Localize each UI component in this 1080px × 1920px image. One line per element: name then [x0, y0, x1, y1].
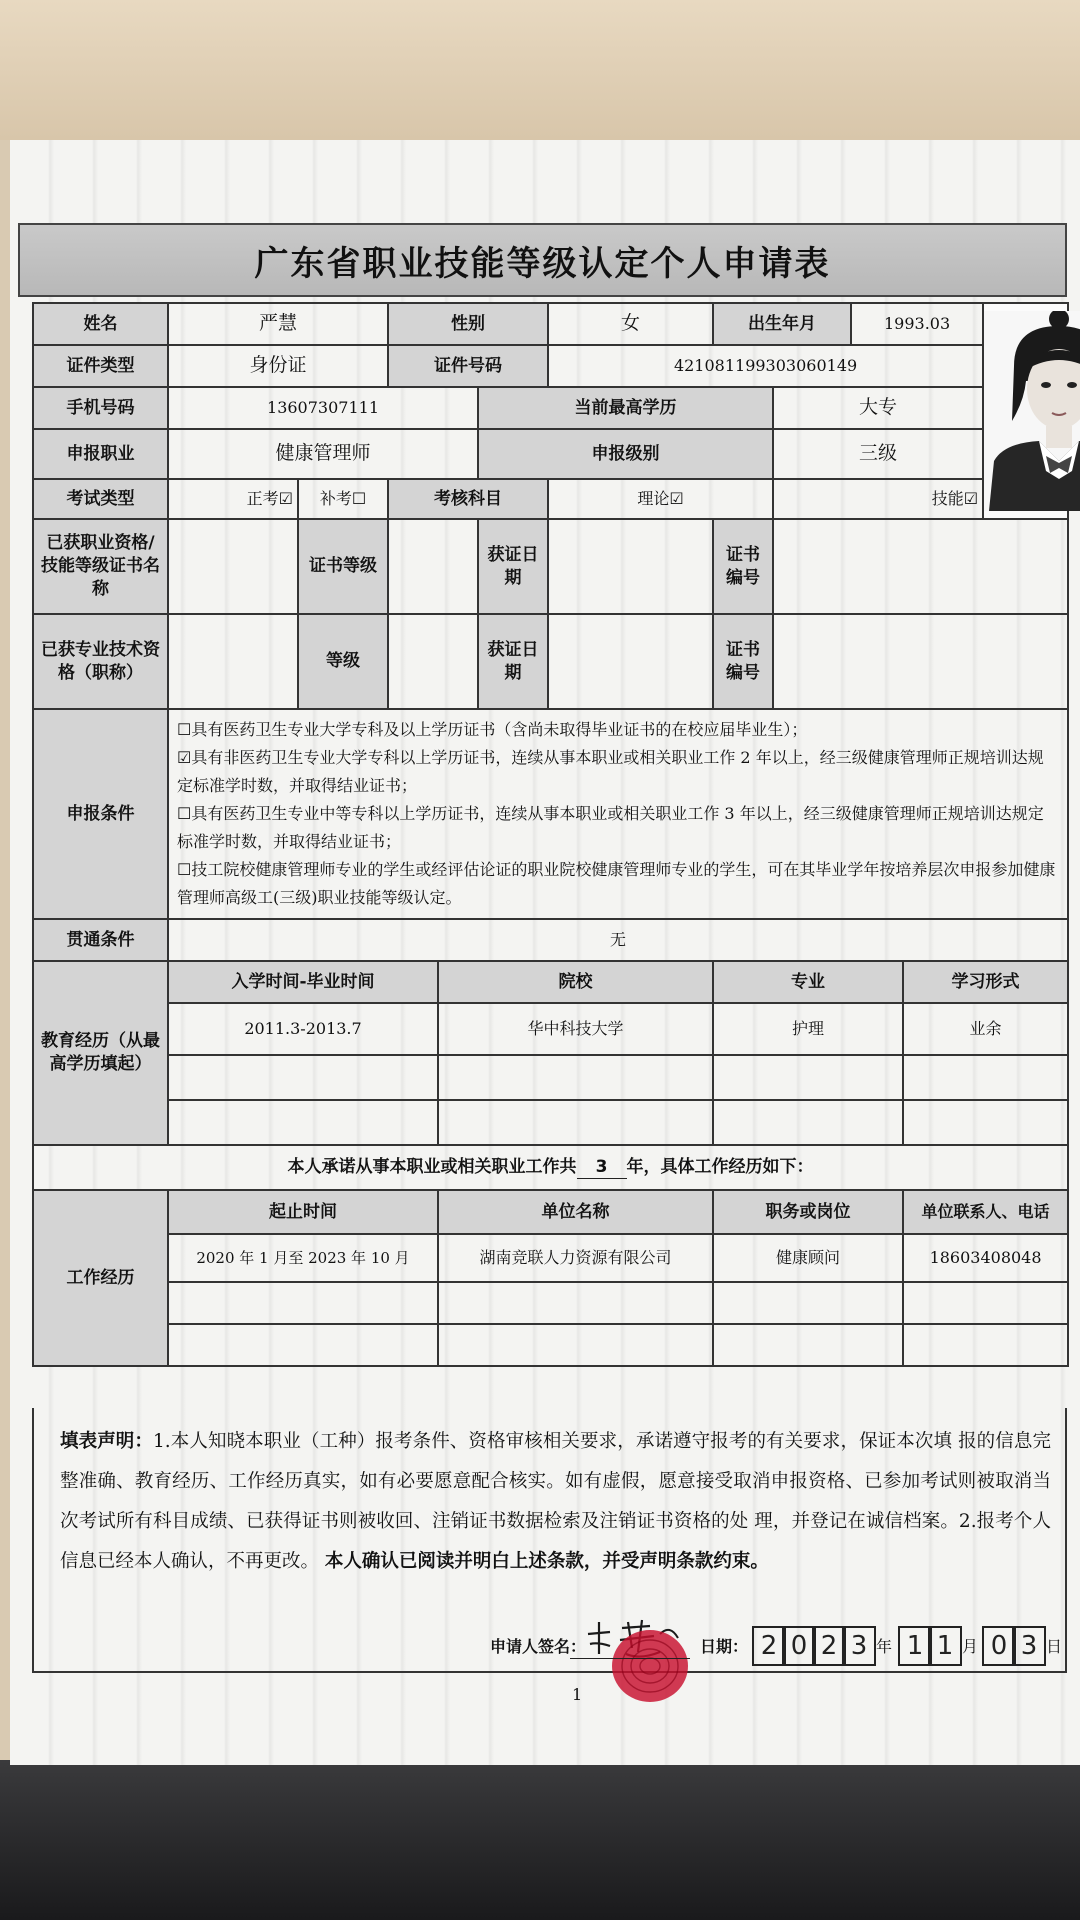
professional-title-no-label: 证书编号 [713, 614, 773, 709]
professional-title-level-label: 等级 [298, 614, 388, 709]
signature-label: 申请人签名： [490, 1637, 587, 1656]
applicant-photo [984, 311, 1080, 511]
year-unit: 年 [876, 1637, 893, 1656]
professional-title-date-value [548, 614, 713, 709]
application-form-paper [10, 140, 1080, 1765]
condition-item[interactable]: ☑具有非医药卫生专业大学专科以上学历证书，连续从事本职业或相关职业工作 2 年以上，经三级健康管理师正规培训达规定标准学时数，并取得结业证书； [177, 748, 1044, 795]
exam-type-label: 考试类型 [33, 479, 168, 519]
declaration-bold-tail: 本人确认已阅读并明白上述条款，并受声明条款约束。 [324, 1551, 769, 1572]
through-label: 贯通条件 [33, 919, 168, 961]
id-type-value: 身份证 [168, 345, 388, 387]
page-number: 1 [572, 1685, 583, 1704]
edu-major-value: 护理 [713, 1003, 903, 1055]
exam-option-regular[interactable]: 正考☑ [168, 479, 298, 519]
pledge-prefix: 本人承诺从事本职业或相关职业工作共 [287, 1156, 577, 1177]
date-day-digit: 0 [982, 1626, 1016, 1666]
job-value: 健康管理师 [168, 429, 478, 479]
pledge-years: 3 [577, 1156, 627, 1180]
signature-underline [570, 1658, 690, 1659]
education-level-value: 大专 [773, 387, 983, 429]
id-type-label: 证件类型 [33, 345, 168, 387]
qualification-cert-name-value [168, 519, 298, 614]
birth-label: 出生年月 [713, 303, 851, 345]
table-row [33, 1055, 1068, 1100]
date-year-digit: 3 [842, 1626, 876, 1666]
form-title: 广东省职业技能等级认定个人申请表 [18, 223, 1067, 297]
declaration-body: 1.本人知晓本职业（工种）报考条件、资格审核相关要求，承诺遵守报考的有关要求，保证本次填 报的信息完整准确、教育经历、工作经历真实，如有必要愿意配合核实。如有虚假，愿意接受取消申报资格、已参加考试则被取消当次考试所有科目成绩、已获得证书则被收回、注销证书数据检索及注销证书资格的处 理，并登记在诚信档案。2.报考个人信息已经本人确认，不再更改。 [60, 1431, 1051, 1572]
professional-title-name-value [168, 614, 298, 709]
exam-option-makeup[interactable]: 补考☐ [298, 479, 388, 519]
conditions-label: 申报条件 [33, 709, 168, 919]
education-level-label: 当前最高学历 [478, 387, 773, 429]
subject-option-theory[interactable]: 理论☑ [548, 479, 773, 519]
education-history-label: 教育经历（从最高学历填起） [33, 961, 168, 1145]
date-label: 日期： [700, 1637, 749, 1656]
condition-item[interactable]: ☐技工院校健康管理师专业的学生或经评估论证的职业院校健康管理师专业的学生，可在其毕业学年按培养层次申报参加健康管理师高级工(三级)职业技能等级认定。 [177, 860, 1056, 907]
date-year-digit: 2 [812, 1626, 846, 1666]
edu-period-value: 2011.3-2013.7 [168, 1003, 438, 1055]
qualification-cert-label: 已获职业资格/技能等级证书名称 [33, 519, 168, 614]
job-label: 申报职业 [33, 429, 168, 479]
name-value: 严慧 [168, 303, 388, 345]
gender-value: 女 [548, 303, 713, 345]
work-header-contact: 单位联系人、电话 [903, 1190, 1068, 1234]
edu-header-major: 专业 [713, 961, 903, 1003]
phone-label: 手机号码 [33, 387, 168, 429]
professional-title-label: 已获专业技术资格（职称） [33, 614, 168, 709]
photo-cell [983, 303, 1068, 519]
signature-row [430, 1620, 1070, 1670]
date-month-digit: 1 [928, 1626, 962, 1666]
apply-level-label: 申报级别 [478, 429, 773, 479]
professional-title-no-value [773, 614, 1068, 709]
id-number-value: 421081199303060149 [548, 345, 983, 387]
professional-title-date-label: 获证日期 [478, 614, 548, 709]
through-value: 无 [168, 919, 1068, 961]
qualification-cert-level-label: 证书等级 [298, 519, 388, 614]
edu-header-school: 院校 [438, 961, 713, 1003]
apply-level-value: 三级 [773, 429, 983, 479]
qualification-cert-no-value [773, 519, 1068, 614]
edu-school-value: 华中科技大学 [438, 1003, 713, 1055]
qualification-cert-no-label: 证书编号 [713, 519, 773, 614]
date-month-digit: 1 [898, 1626, 932, 1666]
edu-mode-value: 业余 [903, 1003, 1068, 1055]
work-history-label: 工作经历 [33, 1190, 168, 1366]
work-years-pledge [33, 1145, 1068, 1190]
declaration-title: 填表声明： [60, 1431, 154, 1452]
table-row [33, 1234, 1068, 1282]
work-header-company: 单位名称 [438, 1190, 713, 1234]
date-year-digit: 2 [752, 1626, 786, 1666]
desk-background-top [0, 0, 1080, 140]
work-period-value: 2020 年 1 月至 2023 年 10 月 [168, 1234, 438, 1282]
table-row [33, 1324, 1068, 1366]
desk-background-bottom [0, 1760, 1080, 1920]
work-header-position: 职务或岗位 [713, 1190, 903, 1234]
condition-item[interactable]: ☐具有医药卫生专业大学专科及以上学历证书（含尚未取得毕业证书的在校应届毕业生）； [177, 720, 808, 739]
phone-value: 13607307111 [168, 387, 478, 429]
conditions-list [168, 709, 1068, 919]
subject-label: 考核科目 [388, 479, 548, 519]
subject-option-skill[interactable]: 技能☑ [773, 479, 983, 519]
qualification-cert-level-value [388, 519, 478, 614]
date-year-digit: 0 [782, 1626, 816, 1666]
date-day-digit: 3 [1012, 1626, 1046, 1666]
name-label: 姓名 [33, 303, 168, 345]
qualification-cert-date-label: 获证日期 [478, 519, 548, 614]
id-number-label: 证件号码 [388, 345, 548, 387]
work-contact-value: 18603408048 [903, 1234, 1068, 1282]
work-header-period: 起止时间 [168, 1190, 438, 1234]
work-position-value: 健康顾问 [713, 1234, 903, 1282]
table-row [33, 1100, 1068, 1145]
pledge-suffix: 年，具体工作经历如下： [626, 1156, 814, 1177]
form-table [32, 302, 1069, 1367]
edu-header-period: 入学时间-毕业时间 [168, 961, 438, 1003]
table-row [33, 1003, 1068, 1055]
day-unit: 日 [1046, 1637, 1063, 1656]
work-company-value: 湖南竞联人力资源有限公司 [438, 1234, 713, 1282]
month-unit: 月 [962, 1637, 979, 1656]
birth-value: 1993.03 [851, 303, 983, 345]
table-row [33, 1282, 1068, 1324]
professional-title-level-value [388, 614, 478, 709]
edu-header-mode: 学习形式 [903, 961, 1068, 1003]
fingerprint-stamp [605, 1624, 695, 1709]
gender-label: 性别 [388, 303, 548, 345]
qualification-cert-date-value [548, 519, 713, 614]
condition-item[interactable]: ☐具有医药卫生专业中等专科以上学历证书，连续从事本职业或相关职业工作 3 年以上，经三级健康管理师正规培训达规定标准学时数，并取得结业证书； [177, 804, 1044, 851]
